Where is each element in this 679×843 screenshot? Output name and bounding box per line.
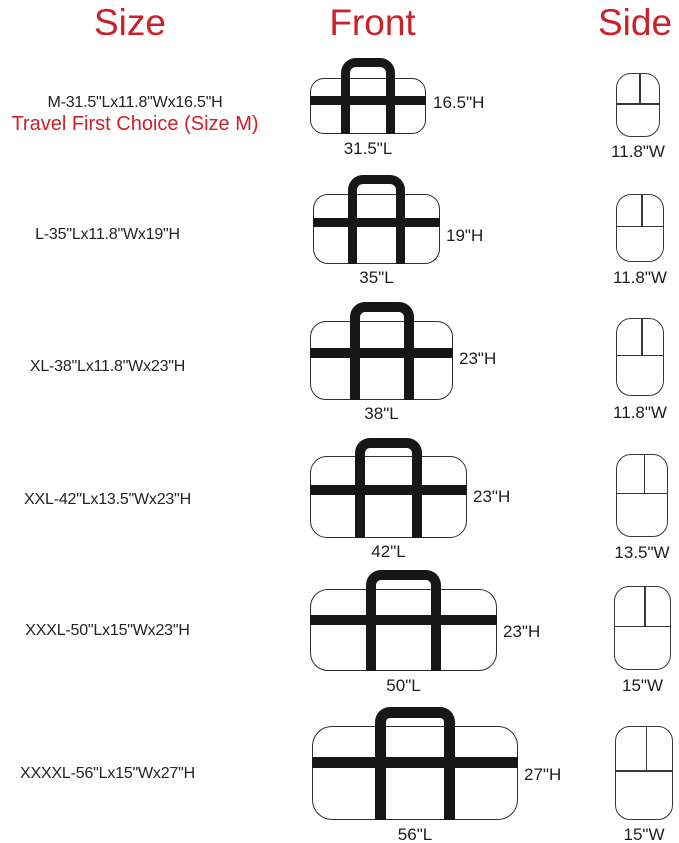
bag-body <box>313 194 440 264</box>
column-header-front: Front <box>329 2 416 43</box>
side-seam-horizontal <box>617 103 659 104</box>
length-label: 35"L <box>359 268 394 287</box>
bag-strap-left <box>375 726 386 820</box>
length-label: 31.5"L <box>343 139 393 158</box>
bag-body <box>310 589 497 671</box>
side-seam-vertical <box>641 319 642 355</box>
side-seam-vertical <box>639 74 640 103</box>
bag-side-view <box>616 318 664 396</box>
height-label: 23"H <box>459 349 497 368</box>
bag-body <box>310 321 453 400</box>
column-header-size: Size <box>94 2 166 43</box>
bag-front-view <box>310 438 467 538</box>
bag-side-view <box>616 454 668 537</box>
bag-strap-right <box>431 589 441 671</box>
width-label: 15"W <box>622 676 663 695</box>
height-label: 23"H <box>473 487 511 506</box>
bag-front-view <box>310 302 453 400</box>
size-label-xxxl: XXXL-50"Lx15"Wx23"H <box>25 622 190 639</box>
width-label: 11.8"W <box>613 268 667 287</box>
bag-band <box>312 757 518 768</box>
column-header-side: Side <box>597 2 673 43</box>
bag-body <box>312 726 518 820</box>
bag-strap-right <box>444 726 455 820</box>
length-label: 56"L <box>397 825 433 843</box>
width-label: 15"W <box>623 825 665 843</box>
bag-side-view <box>615 726 673 820</box>
size-label-xl: XL-38"Lx11.8"Wx23"H <box>29 358 186 375</box>
length-label: 50"L <box>386 676 421 695</box>
bag-strap-right <box>396 194 405 264</box>
bag-band <box>310 348 453 358</box>
bag-strap-left <box>350 321 360 400</box>
side-seam-vertical <box>646 727 647 770</box>
side-seam-vertical <box>644 587 645 626</box>
bag-body <box>310 78 426 134</box>
length-label: 42"L <box>371 542 406 561</box>
bag-strap-right <box>386 78 395 134</box>
bag-front-view <box>310 58 426 134</box>
width-label: 11.8"W <box>611 142 665 161</box>
bag-side-view <box>616 73 660 137</box>
bag-strap-left <box>341 78 350 134</box>
bag-band <box>310 96 426 105</box>
bag-body <box>310 456 467 538</box>
bag-strap-left <box>366 589 376 671</box>
size-label-xxxxl: XXXXL-56"Lx15"Wx27"H <box>20 765 195 782</box>
side-seam-vertical <box>644 455 645 493</box>
width-label: 13.5"W <box>614 543 670 562</box>
bag-strap-right <box>404 321 414 400</box>
height-label: 23"H <box>503 622 541 641</box>
bag-front-view <box>310 570 497 671</box>
bag-band <box>313 218 440 227</box>
bag-strap-left <box>348 194 357 264</box>
height-label: 27"H <box>524 765 562 784</box>
size-label-l: L-35"Lx11.8"Wx19"H <box>35 226 180 243</box>
size-label-m: M-31.5"Lx11.8"Wx16.5"H <box>47 94 223 111</box>
side-seam-horizontal <box>617 226 663 227</box>
size-label-xxl: XXL-42"Lx13.5"Wx23"H <box>24 491 191 508</box>
bag-side-view <box>616 194 664 262</box>
height-label: 16.5"H <box>433 93 485 112</box>
length-label: 38"L <box>364 404 399 423</box>
bag-band <box>310 615 497 625</box>
side-seam-vertical <box>641 195 642 226</box>
bag-strap-right <box>412 456 422 538</box>
width-label: 11.8"W <box>613 403 667 422</box>
bag-side-view <box>614 586 671 670</box>
bag-band <box>310 485 467 495</box>
size-note-m: Travel First Choice (Size M) <box>11 113 259 135</box>
bag-front-view <box>312 707 518 820</box>
side-seam-horizontal <box>615 626 670 627</box>
bag-strap-left <box>355 456 365 538</box>
bag-front-view <box>313 175 440 264</box>
side-seam-horizontal <box>617 493 667 494</box>
side-seam-horizontal <box>616 770 672 771</box>
height-label: 19"H <box>446 226 484 245</box>
side-seam-horizontal <box>617 355 663 356</box>
